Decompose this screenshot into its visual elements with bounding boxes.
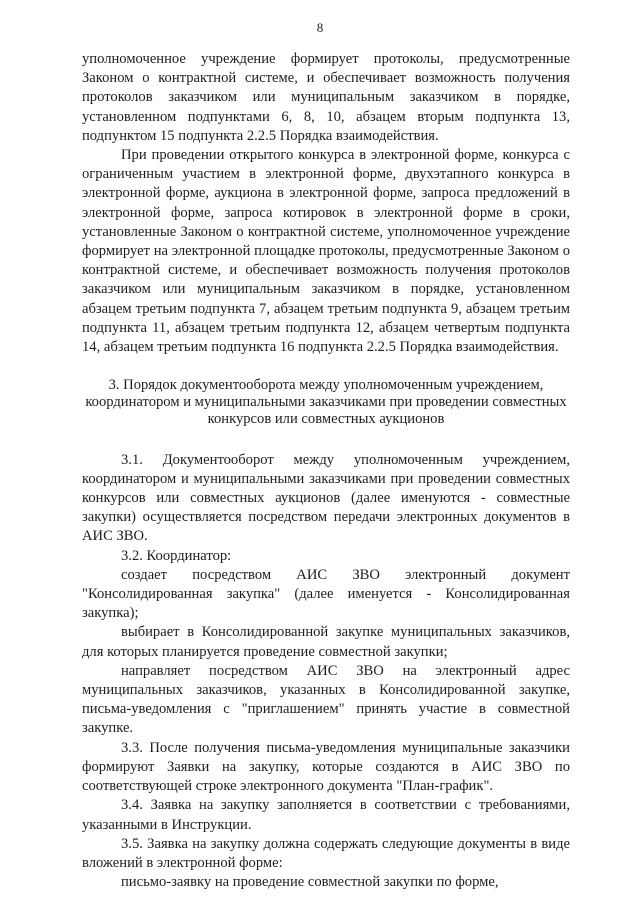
paragraph-letter-request: письмо-заявку на проведение совместной закупки по форме, bbox=[121, 874, 499, 891]
paragraph-open-contest-protocols: При проведении открытого конкурса в электронной форме, конкурса с ограниченным участием в электронной форме, двухэтапного конкурса в электронной форме, аукциона в электронной форме, запроса предложений в электронной форме, запроса котировок в электронной форме в сроки, установленные Законом о контрактной системе, уполномоченное учреждение формирует на электронной площадке протоколы, предусмотренные Законом о контрактной системе, и обеспечивает возможность получения протоколов заказчиком или муниципальным заказчиком в порядке, установленном абзацем третьим подпункта 7, абзацем третьим подпункта 9, абзацем третьим подпункта 11, абзацем третьим подпункта 12, абзацем четвертым подпункта 14, абзацем третьим подпункта 16 подпункта 2.2.5 Порядка взаимодействия. bbox=[82, 147, 570, 356]
paragraph-continuation: уполномоченное учреждение формирует протоколы, предусмотренные Законом о контрактной системе, и обеспечивает возможность получения протоколов заказчиком или муниципальным заказчиком в порядке, установленном подпунктами 6, 8, 10, абзацем вторым подпункта 13, подпунктом 15 подпункта 2.2.5 Порядка взаимодействия. bbox=[82, 51, 570, 144]
paragraph-3-5: 3.5. Заявка на закупку должна содержать следующие документы в виде вложений в электронной форме: bbox=[82, 835, 570, 871]
document-body bbox=[82, 50, 570, 892]
paragraph-3-2-sends: направляет посредством АИС ЗВО на электронный адрес муниципальных заказчиков, указанных в Консолидированной закупке, письма-уведомления с "приглашением" принять участие в совместной закупке. bbox=[82, 662, 570, 737]
paragraph-3-3: 3.3. После получения письма-уведомления муниципальные заказчики формируют Заявки на закупку, которые создаются в АИС ЗВО по соответствующей строке электронного документа "План-график". bbox=[82, 739, 570, 795]
paragraph-3-1: 3.1. Документооборот между уполномоченным учреждением, координатором и муниципальными заказчиками при проведении совместных конкурсов или совместных аукционов (далее именуются - совместные закупки) осуществляется посредством передачи электронных документов в АИС ЗВО. bbox=[82, 451, 570, 545]
paragraph-3-2: 3.2. Координатор: bbox=[121, 547, 232, 564]
page-number: 8 bbox=[316, 20, 324, 35]
paragraph-3-2-creates: создает посредством АИС ЗВО электронный документ "Консолидированная закупка" (далее именуется - Консолидированная закупка); bbox=[82, 566, 570, 622]
section-3-heading: 3. Порядок документооборота между уполномоченным учреждением, координатором и муниципальными заказчиками при проведении совместных конкурсов или совместных аукционов bbox=[85, 377, 567, 427]
paragraph-3-4: 3.4. Заявка на закупку заполняется в соответствии с требованиями, указанными в Инструкции. bbox=[82, 797, 570, 833]
paragraph-3-2-selects: выбирает в Консолидированной закупке муниципальных заказчиков, для которых планируется проведение совместной закупки; bbox=[82, 624, 570, 660]
